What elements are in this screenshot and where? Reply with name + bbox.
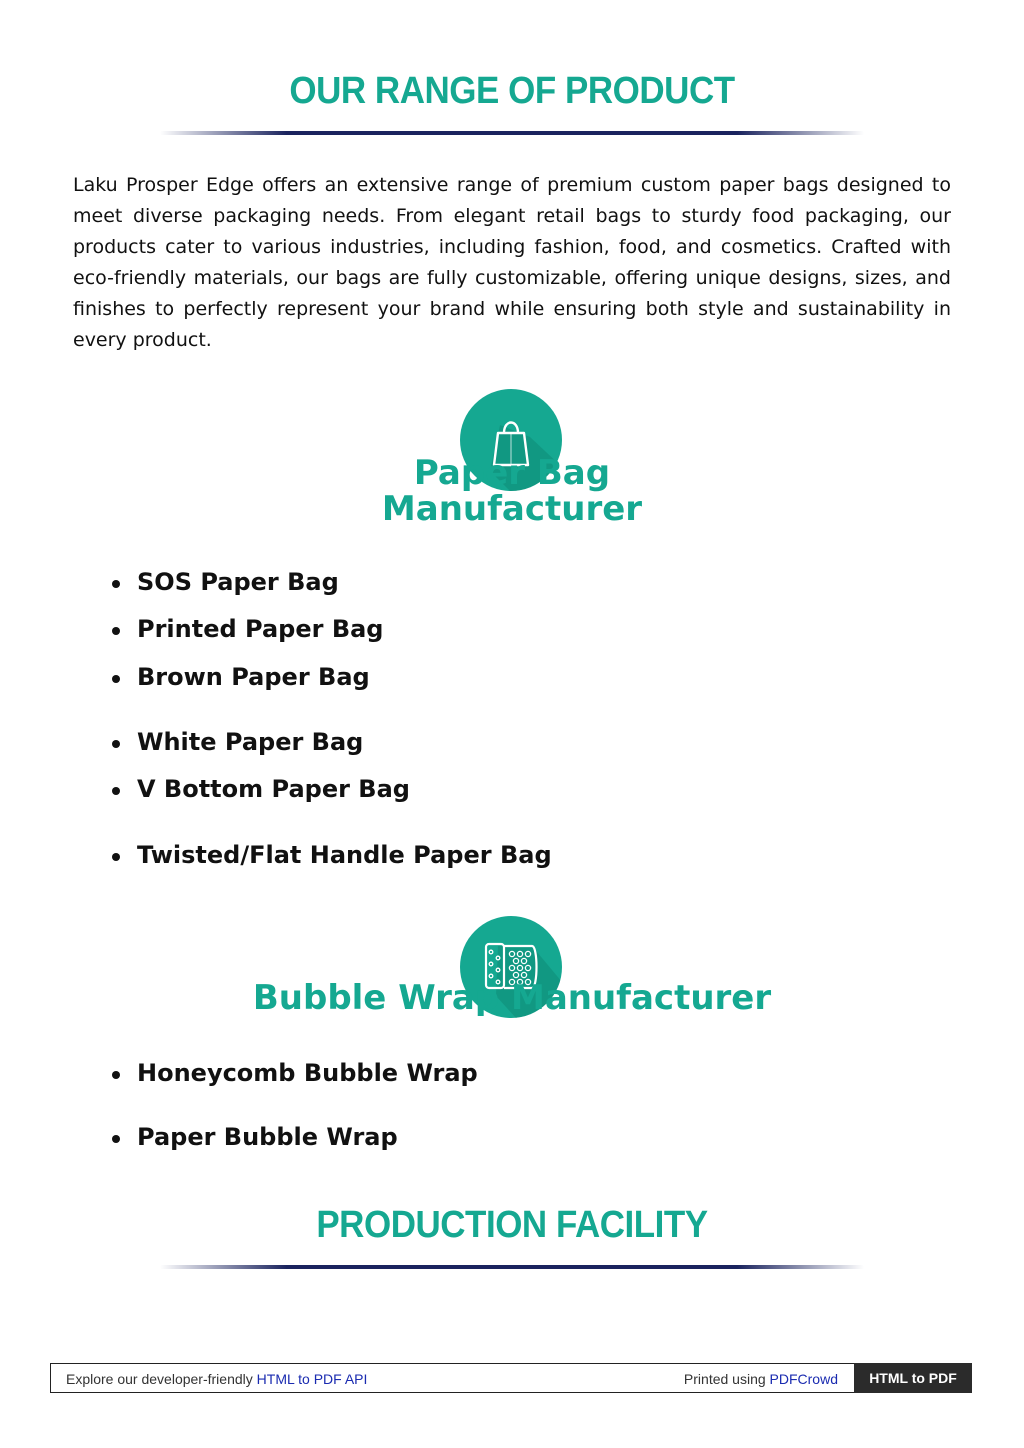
list-item: V Bottom Paper Bag — [110, 775, 410, 803]
html-to-pdf-api-link[interactable]: HTML to PDF API — [256, 1371, 368, 1387]
paper-bag-title — [0, 455, 1024, 527]
footer-printed — [684, 1371, 838, 1387]
list-item: Honeycomb Bubble Wrap — [110, 1059, 478, 1087]
list-item: SOS Paper Bag — [110, 568, 339, 596]
footer-explore-text: Explore our developer-friendly — [66, 1371, 257, 1387]
heading-underline-bottom — [160, 1265, 864, 1269]
intro-paragraph: Laku Prosper Edge offers an extensive range of premium custom paper bags designed to meet diverse packaging needs. From elegant retail bags to sturdy food packaging, our products cater to various industries, including fashion, food, and cosmetics. Crafted with eco-friendly materials, our bags are fully customizable, offering unique designs, sizes, and finishes to perfectly represent your brand while ensuring both style and sustainability in every product. — [73, 174, 951, 351]
footer-explore — [66, 1371, 367, 1387]
list-item: Brown Paper Bag — [110, 663, 370, 691]
footer-printed-text: Printed using — [683, 1371, 770, 1387]
list-item: Paper Bubble Wrap — [110, 1123, 398, 1151]
heading-underline-top — [160, 131, 864, 135]
paper-bag-title-line2: Manufacturer — [381, 489, 643, 529]
heading-production-facility: PRODUCTION FACILITY — [316, 1204, 708, 1246]
html-to-pdf-badge[interactable]: HTML to PDF — [854, 1363, 972, 1393]
list-item: White Paper Bag — [110, 728, 363, 756]
pdfcrowd-link[interactable]: PDFCrowd — [769, 1371, 838, 1387]
bubble-wrap-title: Bubble Wrap Manufacturer — [252, 978, 772, 1018]
pdfcrowd-footer — [50, 1363, 972, 1393]
list-item: Twisted/Flat Handle Paper Bag — [110, 841, 552, 869]
paper-bag-title-line1: Paper Bag — [413, 453, 611, 493]
list-item: Printed Paper Bag — [110, 615, 383, 643]
heading-our-range: OUR RANGE OF PRODUCT — [289, 70, 735, 112]
